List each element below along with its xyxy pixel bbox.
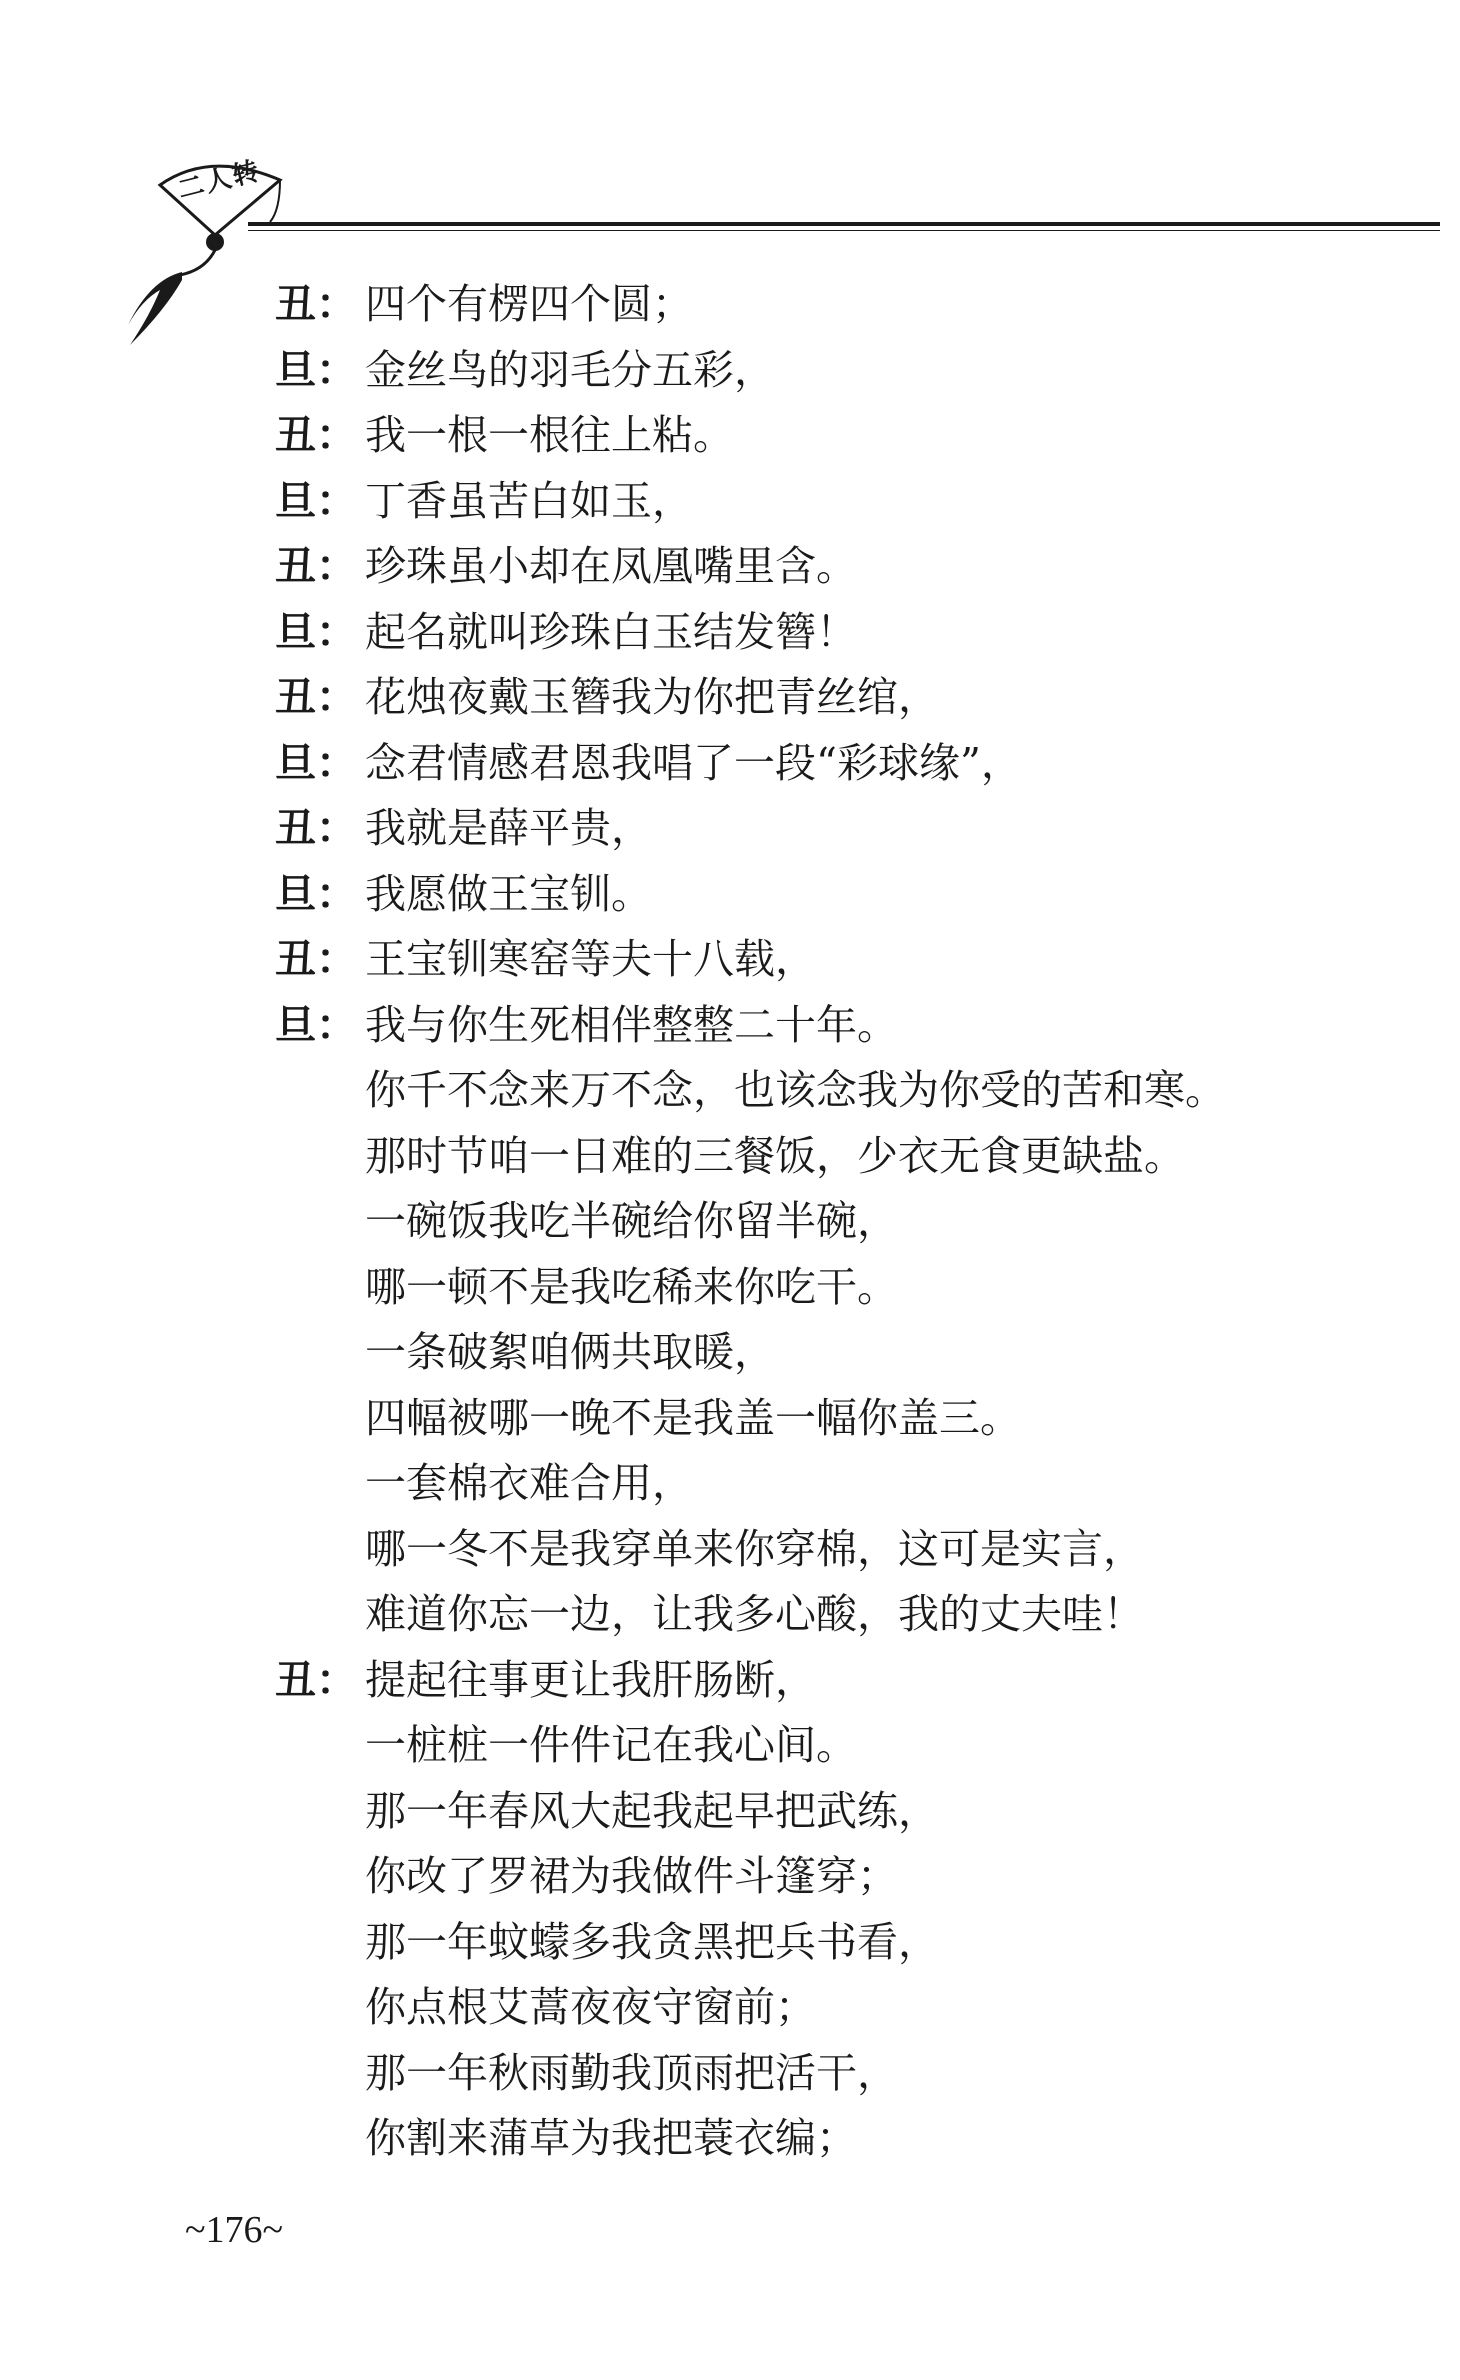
line-text: 王宝钏寒窑等夫十八载， bbox=[365, 935, 816, 983]
line-text: 珍珠虽小却在凤凰嘴里含。 bbox=[365, 542, 857, 590]
dialogue-line bbox=[275, 272, 1425, 338]
dialogue-line bbox=[275, 1124, 1425, 1190]
line-text: 一桩桩一件件记在我心间。 bbox=[365, 1721, 857, 1769]
dialogue-line bbox=[275, 927, 1425, 993]
dialogue-line bbox=[275, 1910, 1425, 1976]
line-text: 你割来蒲草为我把蓑衣编； bbox=[365, 2114, 857, 2162]
dialogue-line bbox=[275, 1255, 1425, 1321]
dialogue-line bbox=[275, 1844, 1425, 1910]
line-text: 那时节咱一日难的三餐饭，少衣无食更缺盐。 bbox=[365, 1131, 1185, 1180]
header-rule-thin bbox=[248, 230, 1440, 231]
line-text: 念君情感君恩我唱了一段“彩球缘”， bbox=[365, 738, 1022, 787]
dialogue-line bbox=[275, 338, 1425, 404]
dialogue-line bbox=[275, 665, 1425, 731]
dialogue-line bbox=[275, 1320, 1425, 1386]
dialogue-line bbox=[275, 1058, 1425, 1124]
line-text: 我一根一根往上粘。 bbox=[365, 411, 734, 459]
dialogue-line bbox=[275, 993, 1425, 1059]
dialogue-line bbox=[275, 2106, 1425, 2172]
dialogue-line bbox=[275, 1779, 1425, 1845]
line-text: 我与你生死相伴整整二十年。 bbox=[365, 1000, 898, 1049]
dialogue-line bbox=[275, 1517, 1425, 1583]
line-text: 丁香虽苦白如玉， bbox=[365, 476, 693, 525]
dialogue-line bbox=[275, 1582, 1425, 1648]
dialogue-line bbox=[275, 1648, 1425, 1714]
speaker-label: 旦： bbox=[275, 476, 357, 525]
dialogue-line bbox=[275, 731, 1425, 797]
line-text: 你千不念来万不念，也该念我为你受的苦和寒。 bbox=[365, 1066, 1226, 1114]
dialogue-line bbox=[275, 1975, 1425, 2041]
line-text: 哪一顿不是我吃稀来你吃干。 bbox=[365, 1262, 898, 1311]
line-text: 你点根艾蒿夜夜守窗前； bbox=[365, 1983, 816, 2031]
dialogue-line bbox=[275, 403, 1425, 469]
speaker-label: 丑： bbox=[275, 804, 357, 852]
dialogue-line bbox=[275, 1713, 1425, 1779]
dialogue-line bbox=[275, 1451, 1425, 1517]
line-text: 一套棉衣难合用， bbox=[365, 1459, 693, 1507]
line-text: 提起往事更让我肝肠断， bbox=[365, 1655, 816, 1704]
line-text: 花烛夜戴玉簪我为你把青丝绾， bbox=[365, 673, 939, 721]
speaker-label: 丑： bbox=[275, 542, 357, 590]
speaker-label: 丑： bbox=[275, 673, 357, 721]
line-text: 那一年秋雨勤我顶雨把活干， bbox=[365, 2048, 898, 2097]
speaker-label: 丑： bbox=[275, 411, 357, 459]
dialogue-line bbox=[275, 534, 1425, 600]
brand-logo-text: 二人转 bbox=[174, 156, 264, 206]
line-text: 我愿做王宝钏。 bbox=[365, 869, 652, 918]
line-text: 四个有楞四个圆； bbox=[365, 280, 693, 328]
line-text: 那一年春风大起我起早把武练， bbox=[365, 1786, 939, 1835]
line-text: 一条破絮咱俩共取暖， bbox=[365, 1328, 775, 1376]
line-text: 起名就叫珍珠白玉结发簪！ bbox=[365, 607, 857, 656]
dialogue-line bbox=[275, 1189, 1425, 1255]
dialogue-line bbox=[275, 1386, 1425, 1452]
page-number: ~176~ bbox=[185, 2209, 284, 2251]
speaker-label: 丑： bbox=[275, 280, 357, 328]
speaker-label: 丑： bbox=[275, 935, 357, 983]
line-text: 我就是薛平贵， bbox=[365, 804, 652, 852]
speaker-label: 旦： bbox=[275, 607, 357, 656]
dialogue-line bbox=[275, 600, 1425, 666]
line-text: 那一年蚊蠓多我贪黑把兵书看， bbox=[365, 1917, 939, 1966]
line-text: 一碗饭我吃半碗给你留半碗， bbox=[365, 1197, 898, 1245]
line-text: 金丝鸟的羽毛分五彩， bbox=[365, 345, 775, 394]
dialogue-line bbox=[275, 862, 1425, 928]
speaker-label: 旦： bbox=[275, 869, 357, 918]
line-text: 你改了罗裙为我做件斗篷穿； bbox=[365, 1852, 898, 1900]
dialogue-block bbox=[275, 272, 1425, 2172]
header-rule bbox=[248, 222, 1440, 226]
speaker-label: 丑： bbox=[275, 1655, 357, 1704]
speaker-label: 旦： bbox=[275, 738, 357, 787]
speaker-label: 旦： bbox=[275, 345, 357, 394]
line-text: 难道你忘一边，让我多心酸，我的丈夫哇！ bbox=[365, 1590, 1144, 1638]
speaker-label: 旦： bbox=[275, 1000, 357, 1049]
line-text: 四幅被哪一晚不是我盖一幅你盖三。 bbox=[365, 1393, 1021, 1442]
dialogue-line bbox=[275, 469, 1425, 535]
dialogue-line bbox=[275, 2041, 1425, 2107]
dialogue-line bbox=[275, 796, 1425, 862]
line-text: 哪一冬不是我穿单来你穿棉，这可是实言， bbox=[365, 1524, 1144, 1573]
